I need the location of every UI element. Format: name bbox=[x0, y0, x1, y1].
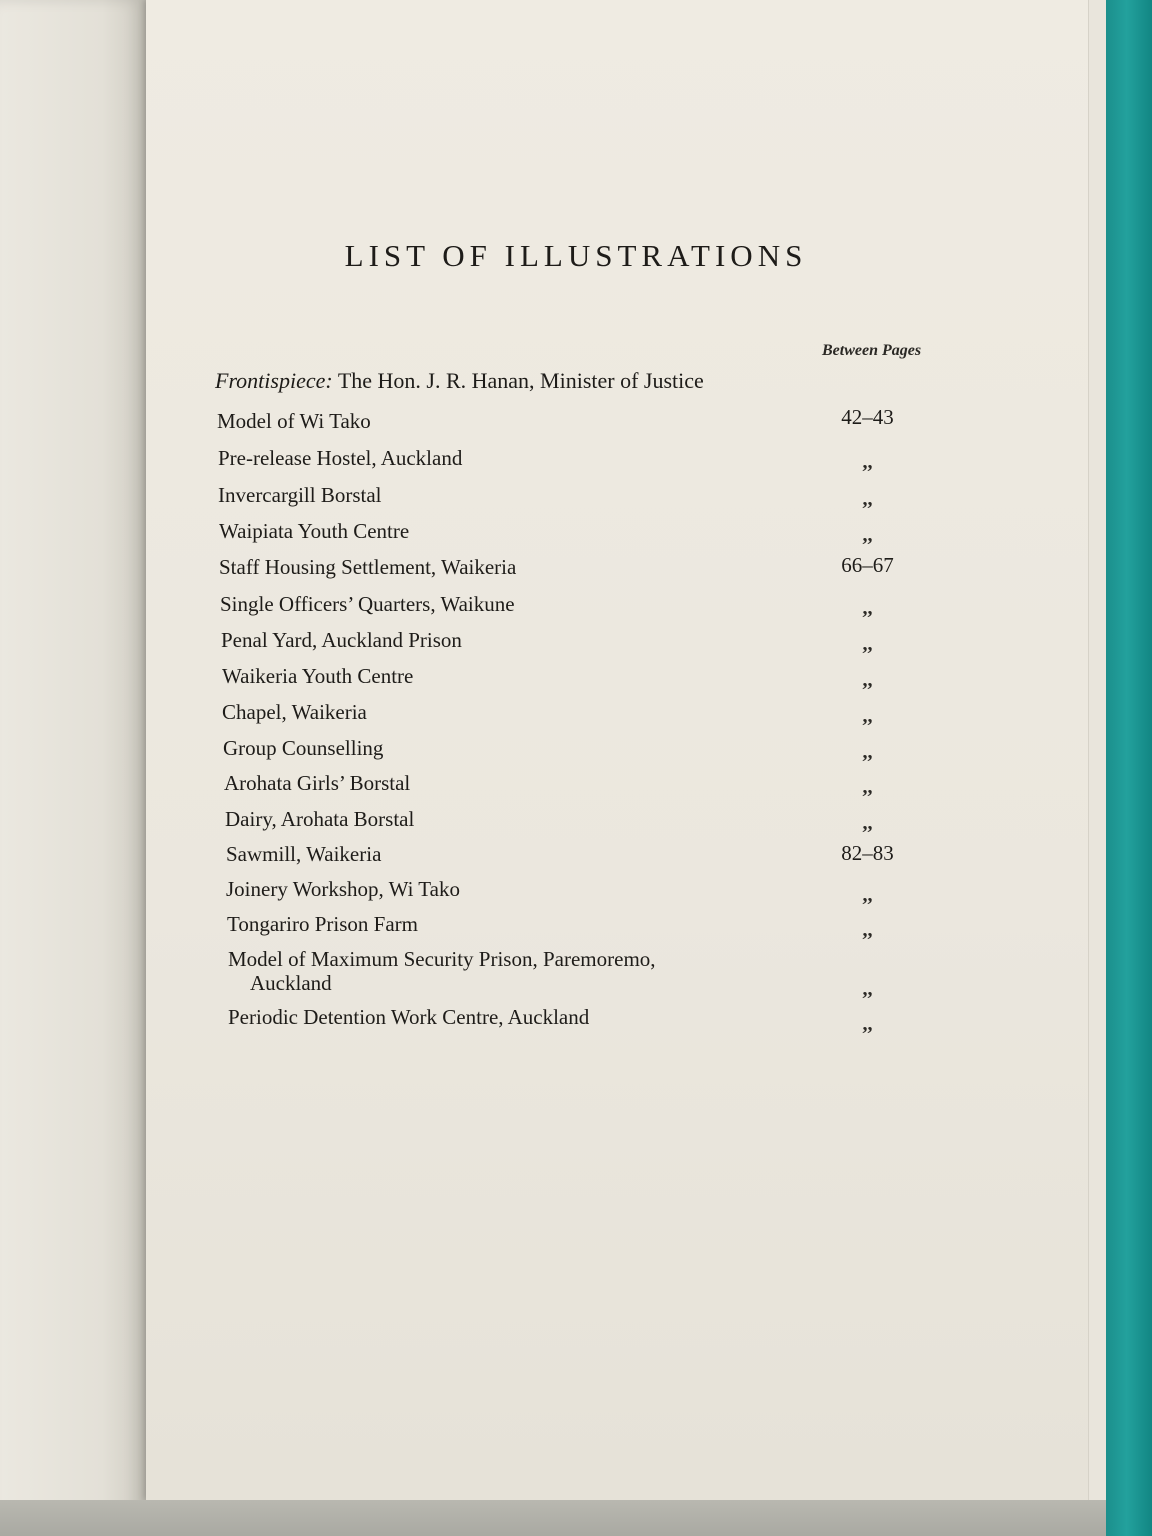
list-item-title: Arohata Girls’ Borstal bbox=[224, 771, 411, 795]
list-item-pages: ,, bbox=[862, 669, 873, 691]
list-item-title: Pre-release Hostel, Auckland bbox=[218, 446, 463, 470]
list-item-pages: ,, bbox=[862, 884, 873, 906]
list-item-pages: 66–67 bbox=[841, 553, 894, 577]
list-item-title: Model of Wi Tako bbox=[217, 409, 371, 433]
list-item-pages: ,, bbox=[862, 451, 873, 473]
list-item-title: Group Counselling bbox=[223, 736, 384, 760]
list-item-pages: ,, bbox=[862, 978, 873, 1000]
list-item-title: Chapel, Waikeria bbox=[222, 700, 367, 724]
list-item-title: Sawmill, Waikeria bbox=[226, 842, 382, 866]
list-item-title: Periodic Detention Work Centre, Auckland bbox=[228, 1005, 590, 1029]
list-item-title: Staff Housing Settlement, Waikeria bbox=[219, 555, 517, 579]
left-page bbox=[0, 0, 146, 1536]
frontispiece-entry bbox=[215, 368, 704, 394]
list-item-pages: ,, bbox=[862, 776, 873, 798]
list-item-title: Penal Yard, Auckland Prison bbox=[221, 628, 462, 652]
list-item-title: Waipiata Youth Centre bbox=[219, 519, 410, 543]
list-item-title-continued: Auckland bbox=[250, 971, 332, 995]
list-item-title: Waikeria Youth Centre bbox=[222, 664, 414, 688]
list-item-title: Invercargill Borstal bbox=[218, 483, 382, 507]
frontispiece-label: Frontispiece: bbox=[215, 368, 333, 393]
list-item-pages: ,, bbox=[862, 705, 873, 727]
list-item-pages: ,, bbox=[862, 633, 873, 655]
list-item-pages: ,, bbox=[862, 812, 873, 834]
page-title: LIST OF ILLUSTRATIONS bbox=[344, 238, 808, 273]
list-item-pages: 42–43 bbox=[841, 405, 894, 429]
list-item-title: Dairy, Arohata Borstal bbox=[225, 807, 415, 831]
book-cover bbox=[1106, 0, 1152, 1536]
list-item-pages: ,, bbox=[862, 597, 873, 619]
page-edge bbox=[1088, 0, 1107, 1500]
list-item-pages: ,, bbox=[862, 741, 873, 763]
column-header: Between Pages bbox=[822, 342, 922, 359]
surface bbox=[0, 1500, 1106, 1536]
list-item-title: Tongariro Prison Farm bbox=[227, 912, 419, 936]
list-item-title: Single Officers’ Quarters, Waikune bbox=[220, 592, 515, 616]
list-item-pages: ,, bbox=[862, 488, 873, 510]
list-item-pages: ,, bbox=[862, 919, 873, 941]
list-item-title: Model of Maximum Security Prison, Paremoremo, bbox=[228, 947, 656, 971]
list-item-pages: ,, bbox=[862, 524, 873, 546]
list-item-pages: 82–83 bbox=[841, 841, 894, 865]
list-item-pages: ,, bbox=[862, 1013, 873, 1035]
frontispiece-text: The Hon. J. R. Hanan, Minister of Justice bbox=[337, 368, 704, 393]
list-item-title: Joinery Workshop, Wi Tako bbox=[226, 877, 460, 901]
